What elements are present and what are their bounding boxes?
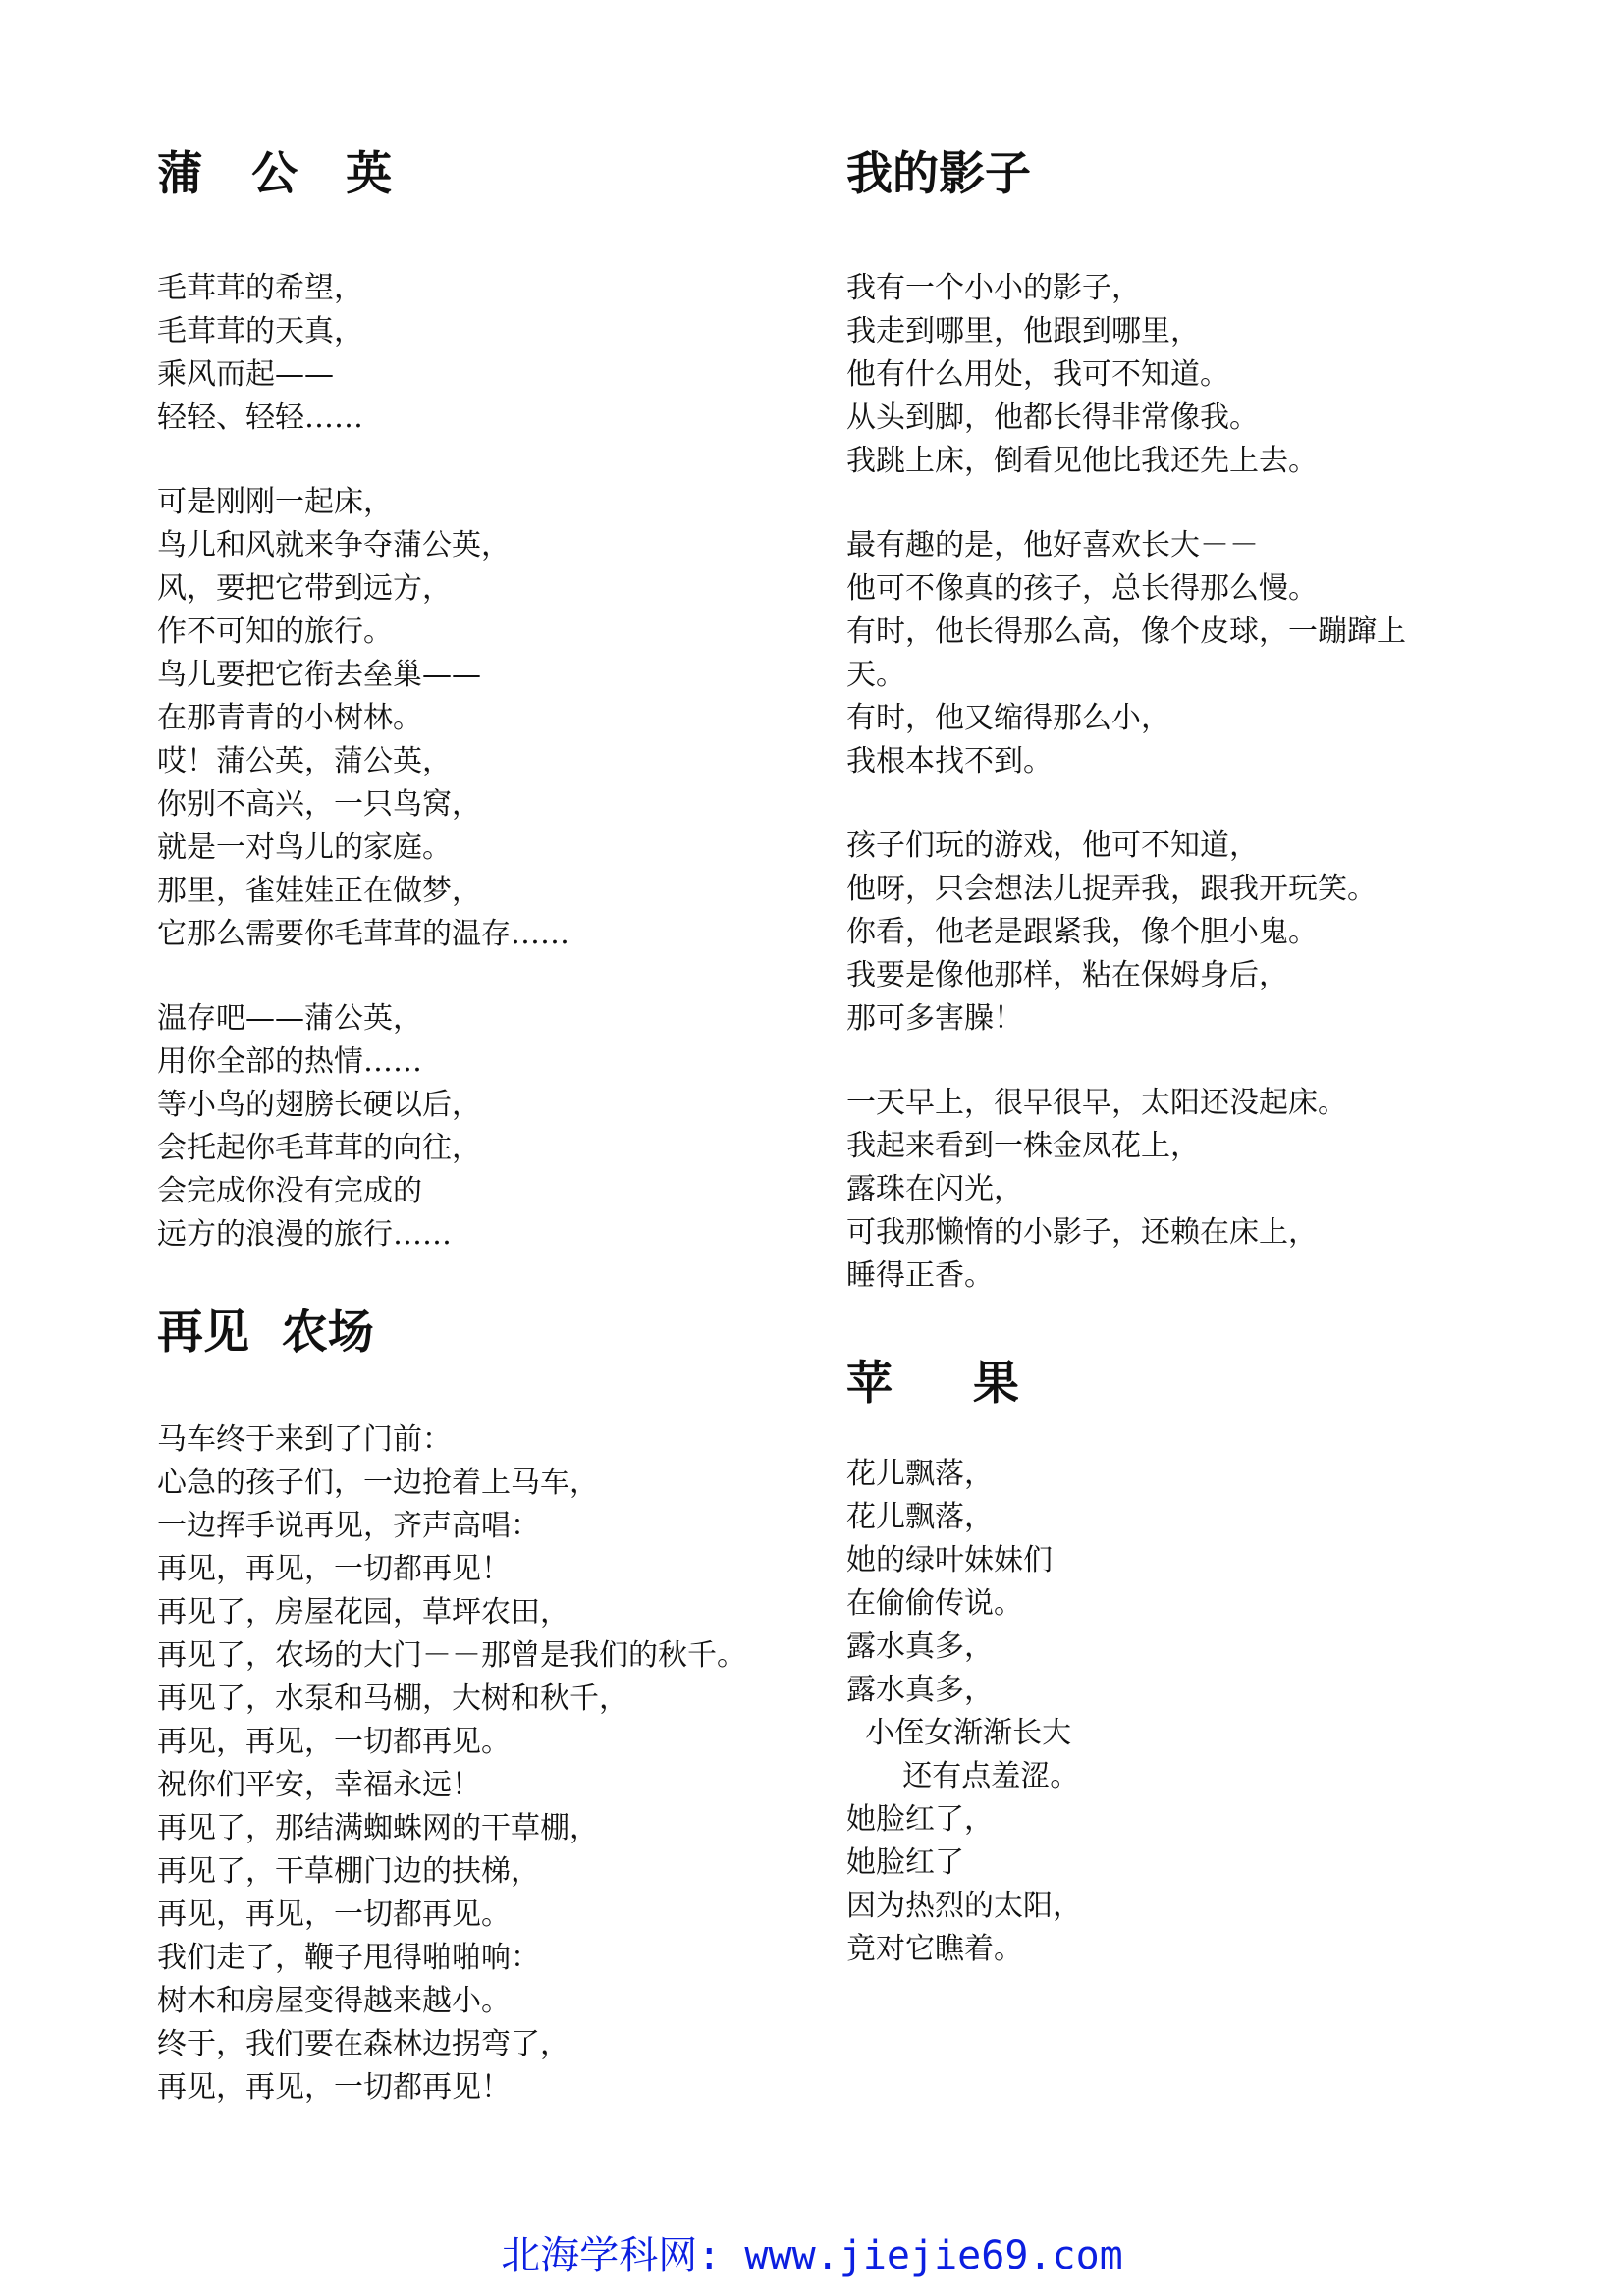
- poem-line: 马车终于来到了门前：: [157, 1422, 452, 1457]
- poem-line: 我要是像他那样，粘在保姆身后，: [846, 958, 1288, 992]
- poem-line: 乘风而起——: [157, 357, 334, 392]
- poem-line: 花儿飘落，: [846, 1457, 994, 1491]
- poem-line: 他可不像真的孩子，总长得那么慢。: [846, 571, 1318, 606]
- poem-line: 就是一对鸟儿的家庭。: [157, 830, 452, 865]
- poem-line: 他有什么用处，我可不知道。: [846, 357, 1229, 392]
- poem-line: 天。: [846, 658, 905, 692]
- stanza-break: [157, 956, 569, 997]
- poem-line: 可我那懒惰的小影子，还赖在床上，: [846, 1215, 1318, 1250]
- poem-line: 风，要把它带到远方，: [157, 571, 452, 606]
- stanza-break: [157, 440, 569, 481]
- poem-line: 再见，再见，一切都再见！: [157, 1552, 511, 1586]
- poem-line: 我起来看到一株金凤花上，: [846, 1129, 1200, 1163]
- poem-line: 有时，他又缩得那么小，: [846, 701, 1170, 735]
- footer-separator: :: [697, 2233, 722, 2278]
- poem-body-dandelion: [157, 267, 569, 1256]
- poem-line: 再见了，那结满蜘蛛网的干草棚，: [157, 1811, 599, 1845]
- poem-line: 我走到哪里，他跟到哪里，: [846, 314, 1200, 348]
- poem-line: 花儿飘落，: [846, 1500, 994, 1534]
- poem-line: 那可多害臊！: [846, 1001, 1023, 1036]
- poem-line: 轻轻、轻轻……: [157, 400, 363, 435]
- poem-line: 我根本找不到。: [846, 744, 1053, 778]
- poem-line: 有时，他长得那么高，像个皮球，一蹦蹿上: [846, 614, 1406, 649]
- poem-line: 它那么需要你毛茸茸的温存……: [157, 917, 569, 951]
- poem-title-my-shadow: 我的影子: [846, 147, 1031, 201]
- poem-title-apple: 苹 果: [846, 1357, 1019, 1411]
- poem-line: 露珠在闪光，: [846, 1172, 1023, 1206]
- poem-body-farewell-farm: [157, 1418, 746, 2109]
- poem-line: 可是刚刚一起床，: [157, 485, 393, 519]
- poem-line: 再见了，水泵和马棚，大树和秋千，: [157, 1682, 628, 1716]
- poem-line: 我们走了，鞭子甩得啪啪响：: [157, 1941, 540, 1975]
- footer-url: www.jiejie69.com: [721, 2233, 1123, 2278]
- poem-line: 远方的浪漫的旅行……: [157, 1217, 452, 1252]
- poem-line: 作不可知的旅行。: [157, 614, 393, 649]
- poem-line: 他呀，只会想法儿捉弄我，跟我开玩笑。: [846, 872, 1377, 906]
- poem-line: 在偷偷传说。: [846, 1586, 1023, 1621]
- poem-line: 鸟儿要把它衔去垒巢——: [157, 658, 481, 692]
- poem-line: 祝你们平安，幸福永远！: [157, 1768, 481, 1802]
- poem-line: 她脸红了，: [846, 1802, 994, 1837]
- poem-line: 在那青青的小树林。: [157, 701, 422, 735]
- poem-line: 会完成你没有完成的: [157, 1174, 422, 1208]
- poem-line: 我跳上床，倒看见他比我还先上去。: [846, 444, 1318, 478]
- stanza-break: [846, 783, 1406, 825]
- poem-line: 小侄女渐渐长大: [846, 1716, 1072, 1750]
- poem-line: 竟对它瞧着。: [846, 1932, 1023, 1966]
- poem-line: 毛茸茸的天真，: [157, 314, 363, 348]
- poem-line: 最有趣的是，他好喜欢长大－－: [846, 528, 1259, 562]
- poem-line: 再见了，房屋花园，草坪农田，: [157, 1595, 569, 1629]
- footer-watermark: [0, 2228, 1624, 2283]
- poem-line: 再见了，干草棚门边的扶梯，: [157, 1854, 540, 1889]
- poem-line: 我有一个小小的影子，: [846, 271, 1141, 305]
- poem-line: 用你全部的热情……: [157, 1044, 422, 1079]
- poem-line: 孩子们玩的游戏，他可不知道，: [846, 828, 1259, 863]
- poem-line: 她脸红了: [846, 1845, 964, 1880]
- poem-line: 再见，再见，一切都再见。: [157, 1897, 511, 1932]
- poem-line: 哎！蒲公英，蒲公英，: [157, 744, 452, 778]
- poem-line: 从头到脚，他都长得非常像我。: [846, 400, 1259, 435]
- stanza-break: [846, 483, 1406, 524]
- poem-line: 等小鸟的翅膀长硬以后，: [157, 1088, 481, 1122]
- poem-line: 露水真多，: [846, 1673, 994, 1707]
- poem-line: 心急的孩子们，一边抢着上马车，: [157, 1466, 599, 1500]
- poem-line: 那里，雀娃娃正在做梦，: [157, 874, 481, 908]
- poem-line: 树木和房屋变得越来越小。: [157, 1984, 511, 2018]
- poem-line: 鸟儿和风就来争夺蒲公英，: [157, 528, 511, 562]
- poem-line: 你别不高兴，一只鸟窝，: [157, 787, 481, 822]
- poem-body-apple: [846, 1453, 1082, 1971]
- poem-line: 再见了，农场的大门－－那曾是我们的秋千。: [157, 1638, 746, 1673]
- poem-title-dandelion: 蒲 公 英: [157, 147, 393, 201]
- poem-line: 睡得正香。: [846, 1258, 994, 1293]
- poem-line: 你看，他老是跟紧我，像个胆小鬼。: [846, 915, 1318, 949]
- poem-line: 她的绿叶妹妹们: [846, 1543, 1053, 1577]
- poem-line: 一边挥手说再见，齐声高唱：: [157, 1509, 540, 1543]
- poem-line: 一天早上，很早很早，太阳还没起床。: [846, 1086, 1347, 1120]
- poem-line: 温存吧——蒲公英，: [157, 1001, 422, 1036]
- poem-line: 毛茸茸的希望，: [157, 271, 363, 305]
- poem-title-farewell-farm: 再见 农场: [157, 1306, 374, 1360]
- poem-line: 终于，我们要在森林边拐弯了，: [157, 2027, 569, 2061]
- poem-line: 露水真多，: [846, 1629, 994, 1664]
- poem-line: 会托起你毛茸茸的向往，: [157, 1131, 481, 1165]
- poem-body-my-shadow: [846, 267, 1406, 1298]
- poem-line: 还有点羞涩。: [846, 1759, 1080, 1793]
- poem-line: 因为热烈的太阳，: [846, 1889, 1082, 1923]
- poem-line: 再见，再见，一切都再见！: [157, 2070, 511, 2105]
- footer-site-name: 北海学科网: [501, 2233, 698, 2278]
- poem-line: 再见，再见，一切都再见。: [157, 1725, 511, 1759]
- stanza-break: [846, 1041, 1406, 1082]
